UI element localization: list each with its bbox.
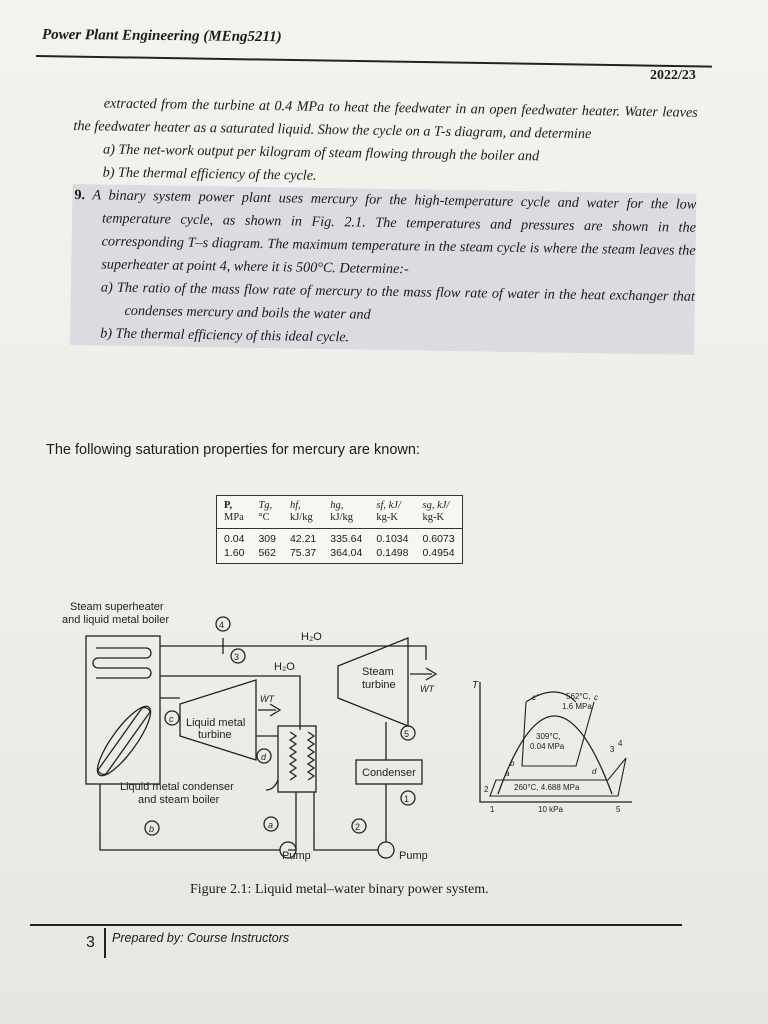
lm-turbine-work-label: ẆT <box>260 694 274 704</box>
table-cell: 0.4954 <box>422 547 455 559</box>
table-row <box>217 529 463 547</box>
col-header-hf: hf, kJ/kg <box>283 496 323 529</box>
h2o-mid-label: H₂O <box>274 661 295 673</box>
lm-turbine-work-arrow <box>258 704 280 716</box>
table-header-row <box>217 496 463 529</box>
superheater-label-2: and liquid metal boiler <box>62 614 170 626</box>
ts-4: 4 <box>618 739 623 748</box>
problem9-text: A binary system power plant uses mercury for the high-temperature cycle and water for the low temperature cycle, as shown in Fig. 2.1. The temperatures and pressures are shown in the corresponding T–s diagram. The maximum temperature in the steam cycle is where the steam leaves the superheater at point 4, where it is 500°C. Determine:- <box>92 187 697 278</box>
state-4-label: 4 <box>219 620 225 630</box>
ts-5: 5 <box>616 805 621 814</box>
pump-label-1: Pump <box>282 850 311 862</box>
table-cell: 0.6073 <box>422 533 455 545</box>
ts-3: 3 <box>610 745 615 754</box>
state-c-label: c <box>169 714 174 724</box>
ts-c: c <box>594 693 598 702</box>
ts-d: d <box>592 767 597 776</box>
page-number: 3 <box>86 934 95 951</box>
ts-309: 309°C, <box>536 732 561 741</box>
ts-260: 260°C, 4.688 MPa <box>514 783 580 792</box>
table-cell: 335.64 <box>330 533 363 545</box>
header-rule <box>36 55 712 68</box>
lm-condenser-label-2: and steam boiler <box>138 794 220 806</box>
ts-c-prime: c' <box>532 693 538 702</box>
pump-label-2: Pump <box>399 850 428 862</box>
table-cell: 0.1034 <box>376 533 409 545</box>
state-d-label: d <box>261 752 267 762</box>
table-cell: 364.04 <box>330 547 363 559</box>
ts-b: b <box>510 759 515 768</box>
state-5-label: 5 <box>404 729 410 739</box>
state-3-label: 3 <box>234 652 240 662</box>
problem9-number: 9. <box>74 187 86 204</box>
table-cell: 42.21 <box>289 533 317 545</box>
ts-562: 562°C, <box>566 692 591 701</box>
table-cell: 0.04 <box>224 533 245 545</box>
superheater-coil <box>93 648 151 678</box>
table-intro: The following saturation properties for mercury are known: <box>46 442 420 458</box>
state-2-label: 2 <box>355 822 361 832</box>
table-cell: 75.37 <box>289 547 317 559</box>
ts-diagram <box>472 680 632 814</box>
heat-exchanger-coil-1 <box>290 732 296 780</box>
problem8-continuation: extracted from the turbine at 0.4 MPa to heat the feedwater in an open feedwater heater. Water leaves the feedwater heater as a saturated liquid. Show the cycle on a T-s diagram, and determine <box>73 95 698 143</box>
ts-10kpa: 10 kPa <box>538 805 563 814</box>
problem9-statement <box>71 184 696 286</box>
heat-exchanger-coil-2 <box>308 732 314 780</box>
col-header-sg: sg, kJ/ kg-K <box>416 496 463 529</box>
ts-2: 2 <box>484 785 489 794</box>
superheater-label-1: Steam superheater <box>70 601 164 613</box>
steam-turbine-work-arrow <box>410 668 436 680</box>
state-1-label: 1 <box>404 794 410 804</box>
problem9-block <box>70 184 696 355</box>
col-header-sf: sf, kJ/ kg-K <box>369 496 415 529</box>
water-pump <box>378 842 394 858</box>
problem-text <box>70 92 698 355</box>
table-cell: 0.1498 <box>376 547 409 559</box>
problem9-part-b: b) The thermal efficiency of this ideal cycle. <box>100 325 350 346</box>
lm-turbine-label-2: turbine <box>198 729 232 741</box>
steam-line-4 <box>160 646 426 660</box>
course-title: Power Plant Engineering (MEng5211) <box>41 26 282 46</box>
problem9-part-a: a) The ratio of the mass flow rate of mercury to the mass flow rate of water in the heat exchanger that condenses mercury and boils the water and <box>100 279 695 323</box>
table-cell: 309 <box>258 533 276 545</box>
state-a-label: a <box>268 820 274 830</box>
ts-004: 0.04 MPa <box>530 742 565 751</box>
lm-condenser-label-1: Liquid metal condenser <box>120 781 234 793</box>
ts-1-6: 1.6 MPa <box>562 702 592 711</box>
col-header-hg: hg, kJ/kg <box>323 496 369 529</box>
h2o-top-label: H₂O <box>301 631 322 643</box>
problem8-part-b: b) The thermal efficiency of the cycle. <box>102 164 317 184</box>
problem8-part-a: a) The net-work output per kilogram of steam flowing through the boiler and <box>102 141 540 165</box>
lm-return-line <box>288 792 296 850</box>
ts-a: a <box>505 769 510 778</box>
boiler-tube-loop <box>90 700 159 782</box>
ts-axis-t-label: T <box>472 680 479 691</box>
academic-year: 2022/23 <box>650 68 696 83</box>
steam-turbine-label-1: Steam <box>362 666 394 678</box>
state-b-label: b <box>149 824 155 834</box>
condenser-label: Condenser <box>362 767 416 779</box>
boiler-tubes <box>98 708 150 775</box>
col-header-p: P, MPa <box>217 496 252 529</box>
water-to-hx-line <box>314 792 378 850</box>
footer-prepared-by: Prepared by: Course Instructors <box>112 931 290 945</box>
steam-turbine-label-2: turbine <box>362 679 396 691</box>
figure-caption: Figure 2.1: Liquid metal–water binary power system. <box>190 882 489 897</box>
lm-turbine-label-1: Liquid metal <box>186 717 246 729</box>
mercury-properties-table <box>216 495 463 564</box>
hx-pointer <box>266 780 278 790</box>
table-row <box>217 546 463 564</box>
table-cell: 562 <box>258 547 276 559</box>
binary-power-system-figure <box>56 598 656 872</box>
footer-divider <box>104 928 106 958</box>
col-header-tg: Tg, °C <box>251 496 283 529</box>
footer-rule <box>30 924 682 926</box>
steam-turbine-work-label: ẆT <box>420 684 434 694</box>
table-cell: 1.60 <box>224 547 245 559</box>
ts-1: 1 <box>490 805 495 814</box>
